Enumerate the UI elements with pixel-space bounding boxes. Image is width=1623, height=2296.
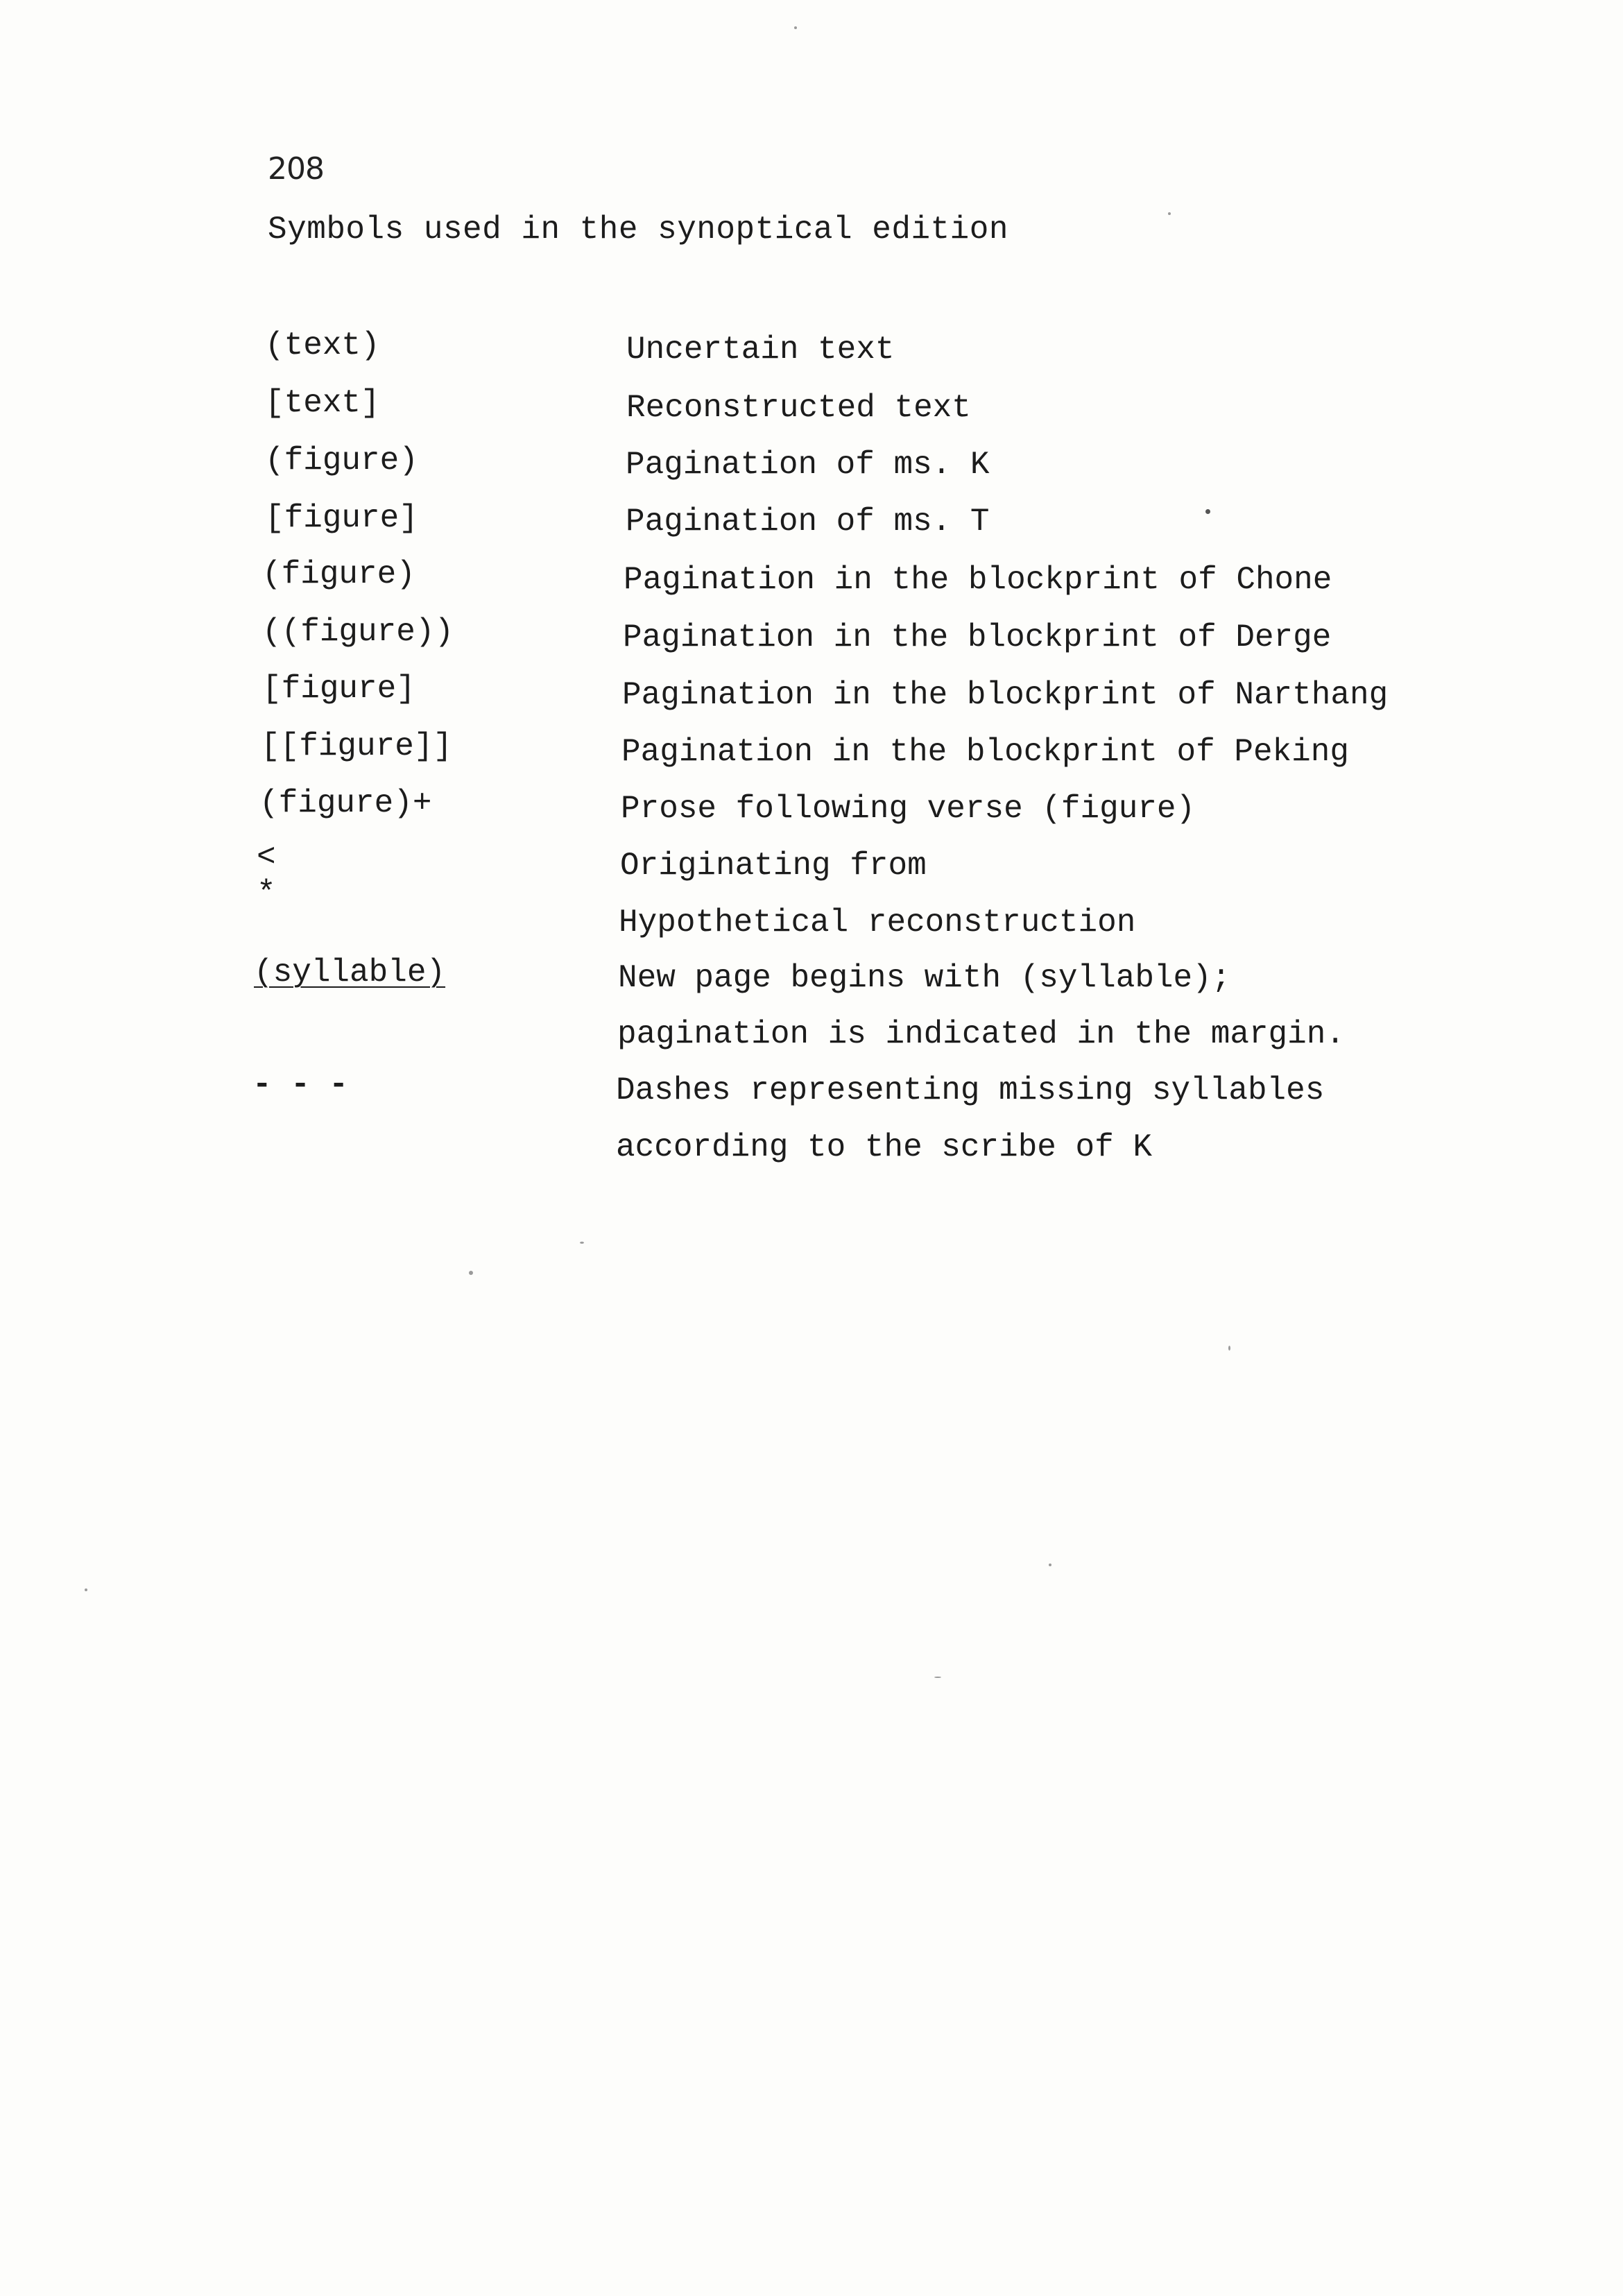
symbol: < [257,839,276,875]
scan-speck [1168,212,1171,215]
scan-speck [580,1242,584,1244]
scan-speck [1228,1346,1230,1351]
symbol-meaning: Pagination in the blockprint of Narthang [622,677,1389,713]
symbol-row [0,443,1623,498]
symbol: [text] [265,385,380,421]
symbol: [figure] [262,671,415,707]
scan-speck [794,26,797,29]
symbol-row [0,1016,1623,1072]
symbol-row [0,500,1623,556]
symbol-meaning: pagination is indicated in the margin. [617,1016,1345,1052]
symbol-meaning: Pagination of ms. K [626,447,990,483]
scan-speck [469,1271,473,1275]
symbol: ((figure)) [262,614,454,650]
symbol-row [0,1067,1623,1122]
symbol-row [0,385,1623,440]
symbol-row [0,954,1623,1010]
scan-speck [85,1588,87,1591]
symbol: * [257,875,276,911]
scan-speck [1205,509,1210,514]
symbol-meaning: New page begins with (syllable); [618,960,1231,996]
scan-speck [934,1677,941,1678]
symbol: [[figure]] [261,728,453,764]
symbol-row [0,556,1623,612]
symbol-row [0,728,1623,784]
symbol-row [0,1129,1623,1185]
symbol-meaning: Dashes representing missing syllables [616,1072,1325,1108]
page-number: 208 [268,151,324,187]
symbol-meaning: Reconstructed text [626,390,971,426]
symbol-row [0,614,1623,669]
symbol: - - - [252,1067,349,1103]
symbol: (figure)+ [259,785,432,821]
symbol-row [0,785,1623,841]
symbol-meaning: Pagination of ms. T [626,504,990,540]
page-heading: Symbols used in the synoptical edition [268,212,1008,248]
symbol-meaning: Hypothetical reconstruction [619,905,1136,941]
symbol-meaning: Pagination in the blockprint of Derge [623,619,1332,656]
scan-speck [1049,1563,1051,1566]
symbol: (figure) [265,443,418,479]
symbol-meaning: Prose following verse (figure) [621,791,1196,827]
symbol: (figure) [262,556,415,592]
symbol-row [0,327,1623,383]
symbol-meaning: Originating from [620,848,927,884]
symbol: (text) [265,327,380,363]
symbol-meaning: Pagination in the blockprint of Chone [624,562,1332,598]
symbol: [figure] [265,500,418,536]
symbol-meaning: Pagination in the blockprint of Peking [621,734,1349,770]
symbol-meaning: according to the scribe of K [616,1129,1152,1165]
symbol-row [0,671,1623,726]
symbol-row [0,875,1623,941]
symbol: (syllable) [254,954,446,991]
symbol-meaning: Uncertain text [626,332,895,368]
